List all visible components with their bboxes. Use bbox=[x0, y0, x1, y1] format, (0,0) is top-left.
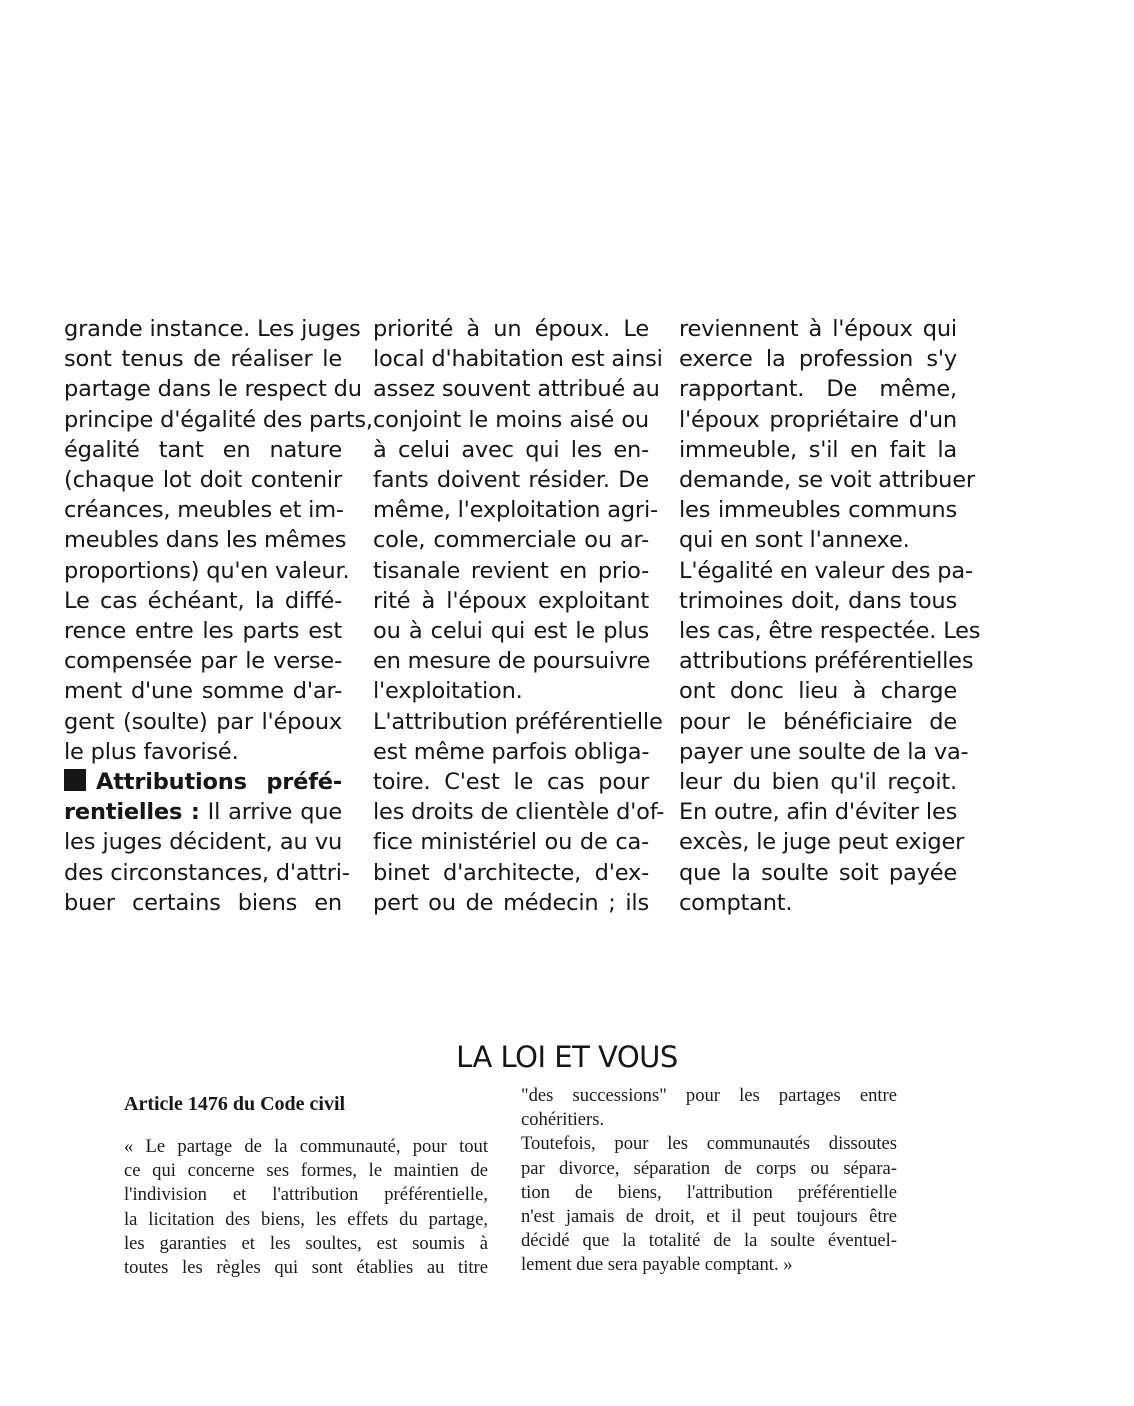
law-line: « Le partage de la communauté, pour tout bbox=[124, 1136, 488, 1157]
law-line: Toutefois, pour les communautés dissoutes bbox=[521, 1133, 897, 1155]
text-line: l'exploitation. bbox=[373, 678, 523, 705]
text-line: en mesure de poursuivre bbox=[373, 648, 651, 675]
text-line: demande, se voit attribuer bbox=[679, 467, 975, 494]
text-line: qui en sont l'annexe. bbox=[679, 527, 910, 554]
law-line: par divorce, séparation de corps ou sépara- bbox=[521, 1157, 897, 1179]
law-line: cohéritiers. bbox=[521, 1109, 605, 1131]
text-line: Le cas échéant, la diffé- bbox=[64, 587, 342, 614]
text-line: (chaque lot doit contenir bbox=[64, 467, 342, 494]
text-line: excès, le juge peut exiger bbox=[679, 829, 965, 856]
section-heading: Attributions préfé- bbox=[96, 769, 342, 796]
text-column-3 bbox=[679, 314, 981, 918]
text-line: gent (soulte) par l'époux bbox=[64, 708, 342, 735]
text-line: les juges décident, au vu bbox=[64, 829, 342, 856]
text-line: reviennent à l'époux qui bbox=[679, 316, 957, 342]
text-line: En outre, afin d'éviter les bbox=[679, 799, 958, 826]
text-line: leur du bien qu'il reçoit. bbox=[679, 769, 957, 796]
text-line: fants doivent résider. De bbox=[373, 467, 649, 494]
text-line: L'attribution préférentielle bbox=[373, 708, 663, 735]
text-line: les cas, être respectée. Les bbox=[679, 618, 981, 645]
law-line: "des successions" pour les partages entre bbox=[521, 1085, 897, 1106]
text-line: rence entre les parts est bbox=[64, 618, 342, 645]
text-line: assez souvent attribué au bbox=[373, 376, 660, 403]
text-line: toire. C'est le cas pour bbox=[373, 769, 649, 796]
law-line: n'est jamais de droit, et il peut toujours être bbox=[521, 1206, 897, 1228]
text-column-2 bbox=[373, 314, 665, 918]
text-line: égalité tant en nature bbox=[64, 436, 342, 463]
text-line: ment d'une somme d'ar- bbox=[64, 678, 342, 705]
law-text-right bbox=[521, 1084, 897, 1278]
text-line: proportions) qu'en valeur. bbox=[64, 557, 350, 584]
text-line: ou à celui qui est le plus bbox=[373, 618, 649, 645]
text-line: partage dans le respect du bbox=[64, 376, 362, 403]
law-line: décidé que la totalité de la soulte éventuel- bbox=[521, 1230, 897, 1252]
text-line: immeuble, s'il en fait la bbox=[679, 436, 957, 463]
text-line: même, l'exploitation agri- bbox=[373, 497, 658, 524]
text-column-1 bbox=[64, 314, 373, 918]
text-line: compensée par le verse- bbox=[64, 648, 342, 675]
text-line: à celui avec qui les en- bbox=[373, 436, 649, 463]
text-line: principe d'égalité des parts, bbox=[64, 406, 373, 433]
text-line: le plus favorisé. bbox=[64, 738, 239, 765]
text-fragment: Il arrive que bbox=[199, 799, 342, 826]
text-line: payer une soulte de la va- bbox=[679, 738, 969, 765]
text-line: tisanale revient en prio- bbox=[373, 557, 649, 584]
text-line: rité à l'époux exploitant bbox=[373, 587, 649, 614]
law-line: la licitation des biens, les effets du partage, bbox=[124, 1208, 488, 1230]
text-line: exerce la profession s'y bbox=[679, 346, 957, 373]
text-line: que la soulte soit payée bbox=[679, 859, 957, 886]
text-line: rapportant. De même, bbox=[679, 376, 957, 403]
text-line: est même parfois obliga- bbox=[373, 738, 650, 765]
text-line: pour le bénéficiaire de bbox=[679, 708, 957, 735]
text-line: fice ministériel ou de ca- bbox=[373, 829, 649, 856]
text-line bbox=[64, 797, 342, 827]
text-line: priorité à un époux. Le bbox=[373, 316, 649, 342]
law-line: ce qui concerne ses formes, le maintien de bbox=[124, 1160, 488, 1182]
text-line: conjoint le moins aisé ou bbox=[373, 406, 649, 433]
text-line: grande instance. Les juges bbox=[64, 316, 361, 342]
text-line: trimoines doit, dans tous bbox=[679, 587, 957, 614]
square-bullet-icon bbox=[64, 769, 86, 791]
law-line: lement due sera payable comptant. » bbox=[521, 1254, 793, 1276]
law-text-left bbox=[124, 1135, 488, 1280]
text-line: binet d'architecte, d'ex- bbox=[373, 859, 649, 886]
text-line: sont tenus de réaliser le bbox=[64, 346, 342, 373]
text-line: attributions préférentielles bbox=[679, 648, 974, 675]
text-line: les droits de clientèle d'of- bbox=[373, 799, 665, 826]
text-line: comptant. bbox=[679, 889, 793, 916]
text-line: meubles dans les mêmes bbox=[64, 527, 347, 554]
section-heading-cont: rentielles : bbox=[64, 799, 200, 826]
section-heading-line bbox=[64, 767, 342, 797]
law-line: les garanties et les soultes, est soumis à bbox=[124, 1232, 488, 1254]
box-title: LA LOI ET VOUS bbox=[456, 1040, 678, 1074]
text-line: ont donc lieu à charge bbox=[679, 678, 957, 705]
text-line: des circonstances, d'attri- bbox=[64, 859, 350, 886]
text-line: l'époux propriétaire d'un bbox=[679, 406, 957, 433]
text-line: cole, commerciale ou ar- bbox=[373, 527, 649, 554]
law-line: toutes les règles qui sont établies au titre bbox=[124, 1257, 488, 1279]
article-title: Article 1476 du Code civil bbox=[124, 1093, 346, 1115]
text-line: les immeubles communs bbox=[679, 497, 957, 524]
law-line: tion de biens, l'attribution préférentielle bbox=[521, 1181, 897, 1203]
law-line: l'indivision et l'attribution préférentielle, bbox=[124, 1184, 488, 1206]
text-line: pert ou de médecin ; ils bbox=[373, 889, 649, 916]
text-line: local d'habitation est ainsi bbox=[373, 346, 663, 373]
text-line: L'égalité en valeur des pa- bbox=[679, 557, 973, 584]
text-line: buer certains biens en bbox=[64, 889, 342, 916]
text-line: créances, meubles et im- bbox=[64, 497, 344, 524]
